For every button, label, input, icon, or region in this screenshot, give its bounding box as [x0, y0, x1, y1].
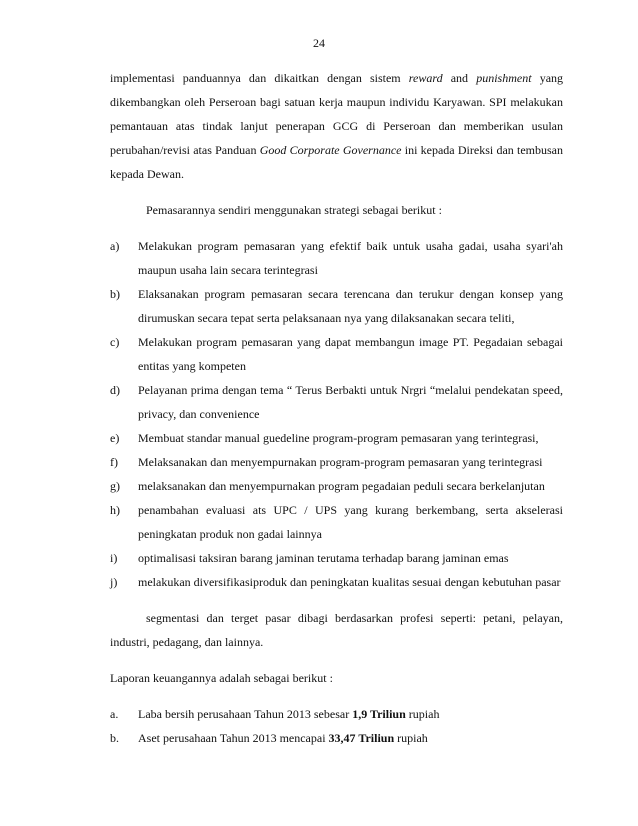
financial-text: Laba bersih perusahaan Tahun 2013 sebesar	[138, 707, 353, 721]
list-item	[110, 498, 563, 546]
intro-text-2: and	[442, 71, 477, 85]
list-item	[110, 474, 563, 498]
financial-value: 1,9 Triliun	[352, 707, 406, 721]
list-item	[110, 702, 563, 726]
financial-intro: Laporan keuangannya adalah sebagai berikut :	[110, 671, 333, 685]
list-item-text: Melakukan program pemasaran yang efektif baik untuk usaha gadai, usaha syari'ah maupun usaha lain secara terintegrasi	[138, 239, 563, 277]
strategy-list	[110, 234, 563, 594]
list-item	[110, 570, 563, 594]
list-item-text: melaksanakan dan menyempurnakan program pegadaian peduli secara berkelanjutan	[138, 479, 545, 493]
intro-text-3: yang dikembangkan oleh Perseroan bagi satuan kerja maupun individu Karyawan. SPI melakukan pemantauan atas tindak lanjut penerapan GCG di Perseroan dan memberikan usulan perubahan/revisi atas Panduan	[110, 71, 564, 157]
list-marker: e)	[110, 431, 120, 445]
list-item	[110, 546, 563, 570]
financial-value: 33,47 Triliun	[328, 731, 395, 745]
list-item-text: melakukan diversifikasiproduk dan peningkatan kualitas sesuai dengan kebutuhan pasar	[138, 575, 561, 589]
list-item-text: Melaksanakan dan menyempurnakan program-program pemasaran yang terintegrasi	[138, 455, 543, 469]
list-marker: a)	[110, 239, 120, 253]
financial-unit: rupiah	[405, 707, 440, 721]
list-item	[110, 330, 563, 378]
list-marker: h)	[110, 503, 120, 517]
list-item-text: optimalisasi taksiran barang jaminan terutama terhadap barang jaminan emas	[138, 551, 509, 565]
intro-em-gcg: Good Corporate Governance	[259, 143, 402, 157]
list-marker: i)	[110, 551, 118, 565]
list-marker: d)	[110, 383, 120, 397]
list-item-text: Membuat standar manual guedeline program-program pemasaran yang terintegrasi,	[138, 431, 539, 445]
intro-text-1: implementasi panduannya dan dikaitkan dengan sistem	[110, 71, 409, 85]
strategy-intro: Pemasarannya sendiri menggunakan strategi sebagai berikut :	[146, 203, 442, 217]
intro-em-punishment: punishment	[476, 71, 532, 85]
list-item	[110, 282, 563, 330]
list-item	[110, 450, 563, 474]
list-marker: a.	[110, 707, 119, 721]
list-item	[110, 234, 563, 282]
page-number: 24	[313, 36, 325, 50]
list-item-text: penambahan evaluasi ats UPC / UPS yang kurang berkembang, serta akselerasi peningkatan produk non gadai lainnya	[138, 503, 563, 541]
segmentation-paragraph: segmentasi dan terget pasar dibagi berdasarkan profesi seperti: petani, pelayan, industri, pedagang, dan lainnya.	[110, 611, 563, 649]
list-item	[110, 426, 563, 450]
document-body	[110, 66, 563, 750]
list-marker: b.	[110, 731, 119, 745]
intro-text-4: ini kepada Direksi dan tembusan kepada Dewan.	[110, 143, 564, 181]
financial-text: Aset perusahaan Tahun 2013 mencapai	[138, 731, 329, 745]
intro-paragraph	[110, 66, 563, 186]
list-marker: c)	[110, 335, 120, 349]
list-marker: b)	[110, 287, 120, 301]
list-item-text: Elaksanakan program pemasaran secara terencana dan terukur dengan konsep yang dirumuskan secara tepat serta pelaksanaan nya yang dilaksanakan secara teliti,	[138, 287, 563, 325]
financial-list	[110, 702, 563, 750]
list-marker: f)	[110, 455, 118, 469]
intro-em-reward: reward	[408, 71, 443, 85]
list-item	[110, 726, 563, 750]
list-item-text: Pelayanan prima dengan tema “ Terus Berbakti untuk Nrgri “melalui pendekatan speed, privacy, dan convenience	[138, 383, 563, 421]
list-marker: j)	[110, 575, 118, 589]
list-item	[110, 378, 563, 426]
list-item-text: Melakukan program pemasaran yang dapat membangun image PT. Pegadaian sebagai entitas yang kompeten	[138, 335, 563, 373]
financial-unit: rupiah	[394, 731, 428, 745]
list-marker: g)	[110, 479, 120, 493]
